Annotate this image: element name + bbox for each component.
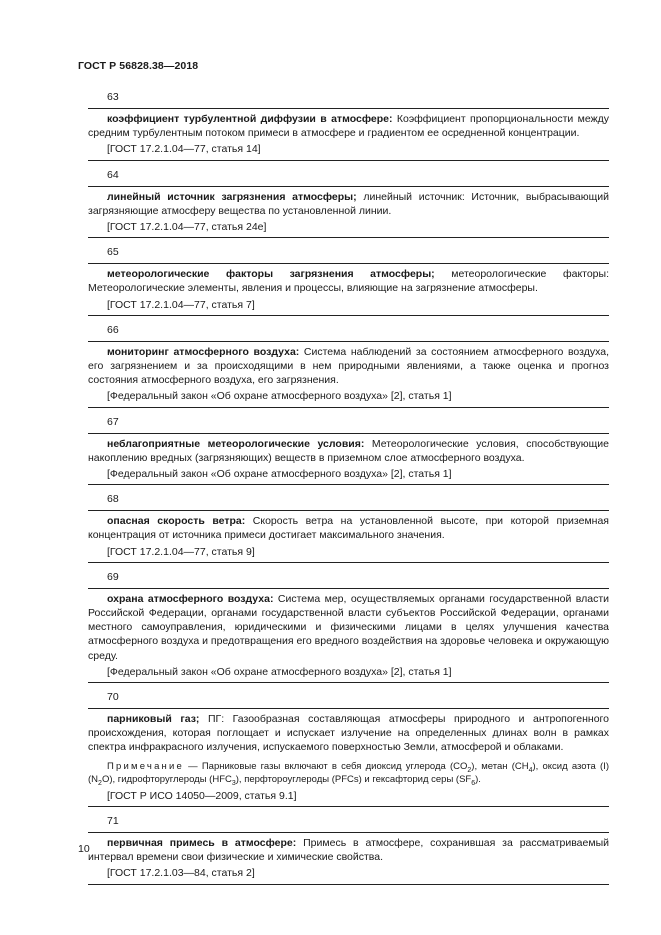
entry-definition — [88, 267, 609, 295]
entry-definition-text: Система наблюдений за состоянием атмосферного воздуха, его загрязнением и за происходящими в нем природными явлениями, а также оценка и прогноз состояния атмосферного воздуха, его загрязнения. — [88, 345, 609, 387]
entry-note — [88, 760, 609, 786]
entry-term: первичная примесь в атмосфере: — [107, 836, 297, 849]
entry-term: неблагоприятные метеорологические условия: — [107, 437, 365, 450]
entry-definition-text: метеорологические факторы: Метеорологические элементы, явления и процессы, влияющие на загрязнение атмосферы. — [88, 268, 609, 295]
entry-number: 71 — [107, 814, 119, 827]
entry-definition-text: Система мер, осуществляемых органами государственной власти Российской Федерации, органами государственной власти субъектов Российской Федерации, органами местного самоуправления, юридическими и физическими лицами в целях улучшения качества атмосферного воздуха и предотвращения его вредного воздействия на здоровье человека и окружающую среду. — [88, 592, 609, 662]
entry-definition — [88, 112, 609, 140]
page-number: 10 — [78, 843, 90, 855]
entry-body — [88, 108, 609, 161]
entry-term: парниковый газ; — [107, 713, 200, 726]
note-subscript: 6 — [471, 779, 476, 787]
term-entry-65 — [88, 247, 609, 316]
entry-number: 66 — [107, 323, 119, 336]
entry-definition-text: Коэффициент пропорциональности между средним турбулентным потоком примеси в атмосфере и градиентом ее осредненной концентрации. — [88, 113, 610, 140]
note-text: ). — [475, 773, 481, 785]
term-entry-68 — [88, 494, 609, 563]
note-text: ), оксид азота (I) (N — [88, 760, 609, 785]
entry-number: 69 — [107, 570, 119, 583]
entry-definition — [88, 592, 609, 663]
entry-number: 67 — [107, 415, 119, 428]
entry-body — [88, 186, 609, 239]
note-subscript: 4 — [528, 766, 533, 774]
entry-term: линейный источник загрязнения атмосферы; — [107, 190, 357, 203]
entry-number: 64 — [107, 168, 119, 181]
entry-definition — [88, 345, 609, 388]
term-entry-64 — [88, 170, 609, 239]
entry-source: [ГОСТ 17.2.1.04—77, статья 14] — [107, 143, 261, 156]
entry-number: 63 — [107, 91, 119, 103]
entry-source: [ГОСТ 17.2.1.03—84, статья 2] — [107, 867, 255, 880]
note-text: — Парниковые газы включают в себя диоксид углерода (CO — [184, 760, 468, 772]
entry-body — [88, 433, 609, 486]
note-label: Примечание — [107, 760, 184, 772]
entry-definition — [88, 836, 609, 864]
term-entry-70 — [88, 692, 609, 807]
entry-source: [ГОСТ 17.2.1.04—77, статья 9] — [107, 545, 255, 558]
note-subscript: 3 — [231, 779, 236, 787]
entry-source: [Федеральный закон «Об охране атмосферного воздуха» [2], статья 1] — [107, 390, 452, 403]
entry-definition — [88, 190, 609, 218]
note-subscript: 2 — [467, 766, 472, 774]
entry-number: 68 — [107, 493, 119, 506]
note-text: ), перфтороуглероды (PFCs) и гексафторид серы (SF — [235, 773, 472, 785]
entry-definition-text: Примесь в атмосфере, сохранившая за рассматриваемый интервал времени свои физические и химические свойства. — [88, 836, 609, 864]
entry-definition-text: Метеорологические условия, способствующие накоплению вредных (загрязняющих) веществ в приземном слое атмосферного воздуха. — [88, 437, 609, 464]
document-header: ГОСТ Р 56828.38—2018 — [78, 60, 199, 72]
term-entry-69 — [88, 572, 609, 683]
entry-term: охрана атмосферного воздуха: — [107, 592, 274, 605]
entry-body — [88, 832, 609, 885]
entry-number: 70 — [107, 691, 119, 704]
entry-definition-text: ПГ: Газообразная составляющая атмосферы природного и антропогенного происхождения, которая поглощает и испускает излучение на определенных длинах волн в рамках спектра инфракрасного излучения, испускаемого поверхностью Земли, атмосферой и облаками. — [88, 713, 609, 754]
entry-term: метеорологические факторы загрязнения атмосферы; — [107, 268, 435, 281]
entry-definition-text: линейный источник: Источник, выбрасывающий загрязняющие атмосферу вещества по установленной линии. — [88, 190, 610, 217]
entry-term: опасная скорость ветра: — [107, 515, 246, 528]
entry-body — [88, 510, 609, 563]
entry-definition — [88, 712, 609, 755]
entry-body — [88, 263, 609, 316]
entry-definition — [88, 437, 609, 465]
entry-term: коэффициент турбулентной диффузии в атмосфере: — [107, 113, 393, 125]
entry-term: мониторинг атмосферного воздуха: — [107, 345, 300, 358]
terms-list — [88, 92, 609, 885]
note-text: O), гидрофторуглероды (HFC — [101, 773, 232, 785]
entry-body — [88, 708, 609, 807]
entry-source: [ГОСТ 17.2.1.04—77, статья 24е] — [107, 221, 267, 234]
term-entry-67 — [88, 417, 609, 486]
note-text: ), метан (CH — [471, 760, 529, 772]
entry-number: 65 — [107, 246, 119, 259]
entry-definition-text: Скорость ветра на установленной высоте, при которой приземная концентрация от источника примеси достигает максимального значения. — [88, 515, 609, 542]
entry-definition — [88, 514, 609, 542]
entry-source: [Федеральный закон «Об охране атмосферного воздуха» [2], статья 1] — [107, 665, 452, 678]
term-entry-66 — [88, 325, 609, 408]
entry-body — [88, 588, 609, 683]
term-entry-71 — [88, 816, 609, 885]
entry-body — [88, 341, 609, 408]
entry-source: [Федеральный закон «Об охране атмосферного воздуха» [2], статья 1] — [107, 468, 452, 481]
term-entry-63 — [88, 92, 609, 161]
entry-source: [ГОСТ Р ИСО 14050—2009, статья 9.1] — [107, 789, 297, 802]
note-subscript: 2 — [98, 779, 102, 787]
entry-source: [ГОСТ 17.2.1.04—77, статья 7] — [107, 298, 255, 311]
